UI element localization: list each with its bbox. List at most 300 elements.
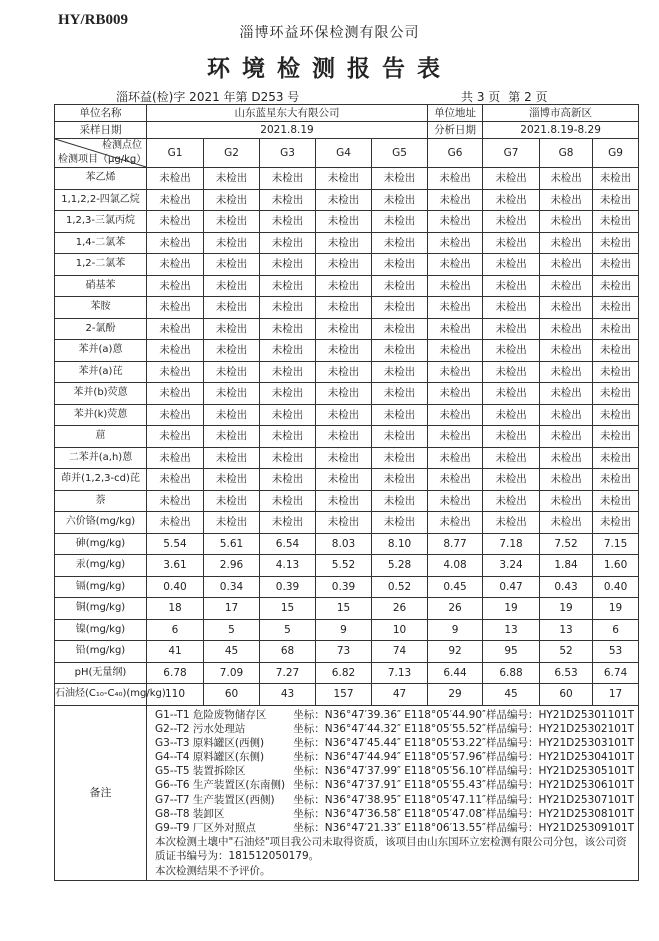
table-cell: 未检出 xyxy=(593,254,639,276)
table-cell: 41 xyxy=(147,641,204,663)
table-cell: 未检出 xyxy=(147,512,204,534)
item-name: 二苯并(a,h)蒽 xyxy=(55,447,147,469)
table-row xyxy=(55,469,639,491)
table-cell: 6.82 xyxy=(316,662,372,684)
point-name: G3--T3 原料罐区(西侧) xyxy=(155,736,265,749)
column-header: G5 xyxy=(372,139,428,168)
sampling-point xyxy=(155,778,634,792)
table-cell: 6.53 xyxy=(540,662,593,684)
item-name: 镉(mg/kg) xyxy=(55,576,147,598)
table-cell: 未检出 xyxy=(204,275,260,297)
table-cell: 5 xyxy=(204,619,260,641)
table-cell: 未检出 xyxy=(372,297,428,319)
table-cell: 未检出 xyxy=(372,426,428,448)
table-cell: 未检出 xyxy=(540,469,593,491)
table-cell: 6 xyxy=(147,619,204,641)
table-cell: 43 xyxy=(260,684,316,706)
table-cell: 未检出 xyxy=(372,469,428,491)
point-coordinate: 坐标：N36°47′45.44″ E118°05′53.22″ xyxy=(293,736,486,749)
table-cell: 7.13 xyxy=(372,662,428,684)
table-cell: 未检出 xyxy=(204,254,260,276)
table-cell: 未检出 xyxy=(260,361,316,383)
table-row xyxy=(55,211,639,233)
column-header: G8 xyxy=(540,139,593,168)
table-cell: 未检出 xyxy=(260,340,316,362)
point-sample-number: 样品编号：HY21D25305101T xyxy=(485,765,635,778)
column-header-row xyxy=(55,139,639,168)
table-cell: 未检出 xyxy=(204,297,260,319)
table-cell: 未检出 xyxy=(316,361,372,383)
table-cell: 157 xyxy=(316,684,372,706)
table-cell: 未检出 xyxy=(260,275,316,297)
table-cell: 未检出 xyxy=(483,469,540,491)
item-name: 茚并(1,2,3-cd)芘 xyxy=(55,469,147,491)
info-row-unit xyxy=(55,105,639,122)
table-cell: 未检出 xyxy=(483,318,540,340)
table-cell: 未检出 xyxy=(372,211,428,233)
table-cell: 未检出 xyxy=(540,447,593,469)
table-cell: 未检出 xyxy=(260,318,316,340)
point-name: G5--T5 装置拆除区 xyxy=(155,765,246,778)
table-cell: 未检出 xyxy=(372,490,428,512)
table-cell: 8.10 xyxy=(372,533,428,555)
point-coordinate: 坐标：N36°47′39.36″ E118°05′44.90″ xyxy=(293,708,486,721)
table-cell: 未检出 xyxy=(372,275,428,297)
sampling-point xyxy=(155,793,634,807)
item-name: 苯并(a)芘 xyxy=(55,361,147,383)
table-cell: 未检出 xyxy=(372,340,428,362)
table-cell: 未检出 xyxy=(204,404,260,426)
table-cell: 未检出 xyxy=(204,383,260,405)
table-cell: 60 xyxy=(540,684,593,706)
table-row xyxy=(55,426,639,448)
table-cell: 19 xyxy=(483,598,540,620)
table-cell: 45 xyxy=(204,641,260,663)
table-cell: 6.88 xyxy=(483,662,540,684)
table-cell: 未检出 xyxy=(428,254,483,276)
item-name: 硝基苯 xyxy=(55,275,147,297)
table-cell: 未检出 xyxy=(428,232,483,254)
table-cell: 60 xyxy=(204,684,260,706)
corner-bottom-label: 检测项目（μg/kg） xyxy=(58,154,147,165)
table-cell: 未检出 xyxy=(428,297,483,319)
column-header: G1 xyxy=(147,139,204,168)
table-cell: 未检出 xyxy=(260,211,316,233)
table-cell: 未检出 xyxy=(147,211,204,233)
total-pages: 共 3 页 xyxy=(461,90,501,104)
sample-date: 2021.8.19 xyxy=(147,122,428,139)
point-name: G2--T2 污水处理站 xyxy=(155,722,246,735)
table-cell: 未检出 xyxy=(483,490,540,512)
item-name: 1,2,3-三氯丙烷 xyxy=(55,211,147,233)
table-cell: 未检出 xyxy=(316,404,372,426)
table-cell: 未检出 xyxy=(316,189,372,211)
table-cell: 未检出 xyxy=(428,211,483,233)
table-cell: 未检出 xyxy=(593,318,639,340)
table-cell: 未检出 xyxy=(593,189,639,211)
table-cell: 未检出 xyxy=(372,189,428,211)
table-cell: 1.84 xyxy=(540,555,593,577)
table-row xyxy=(55,576,639,598)
table-cell: 7.52 xyxy=(540,533,593,555)
table-cell: 5 xyxy=(260,619,316,641)
notes-row xyxy=(55,705,639,880)
table-cell: 未检出 xyxy=(593,361,639,383)
table-row xyxy=(55,361,639,383)
table-cell: 未检出 xyxy=(316,490,372,512)
table-cell: 3.24 xyxy=(483,555,540,577)
table-cell: 未检出 xyxy=(372,361,428,383)
item-name: 1,1,2,2-四氯乙烷 xyxy=(55,189,147,211)
table-cell: 13 xyxy=(483,619,540,641)
table-cell: 未检出 xyxy=(147,426,204,448)
item-name: 铜(mg/kg) xyxy=(55,598,147,620)
item-name: 苯并(b)荧蒽 xyxy=(55,383,147,405)
table-cell: 未检出 xyxy=(147,404,204,426)
point-coordinate: 坐标：N36°47′37.99″ E118°05′56.10″ xyxy=(293,765,486,778)
table-cell: 未检出 xyxy=(372,254,428,276)
sampling-point xyxy=(155,821,634,835)
table-cell: 未检出 xyxy=(593,340,639,362)
table-cell: 68 xyxy=(260,641,316,663)
item-name: 苯胺 xyxy=(55,297,147,319)
sampling-point xyxy=(155,807,634,821)
table-cell: 5.28 xyxy=(372,555,428,577)
item-name: 六价铬(mg/kg) xyxy=(55,512,147,534)
table-cell: 110 xyxy=(147,684,204,706)
table-cell: 未检出 xyxy=(483,275,540,297)
table-cell: 8.77 xyxy=(428,533,483,555)
table-cell: 未检出 xyxy=(372,232,428,254)
table-cell: 未检出 xyxy=(428,189,483,211)
table-cell: 6.44 xyxy=(428,662,483,684)
table-cell: 未检出 xyxy=(260,168,316,190)
table-cell: 未检出 xyxy=(204,490,260,512)
table-cell: 47 xyxy=(372,684,428,706)
table-cell: 73 xyxy=(316,641,372,663)
table-cell: 未检出 xyxy=(147,189,204,211)
table-cell: 未检出 xyxy=(428,361,483,383)
table-cell: 未检出 xyxy=(316,275,372,297)
table-cell: 7.27 xyxy=(260,662,316,684)
table-row xyxy=(55,254,639,276)
point-coordinate: 坐标：N36°47′38.95″ E118°05′47.11″ xyxy=(293,793,486,806)
table-row xyxy=(55,340,639,362)
table-cell: 19 xyxy=(593,598,639,620)
table-cell: 未检出 xyxy=(428,426,483,448)
item-name: 萘 xyxy=(55,490,147,512)
table-cell: 未检出 xyxy=(147,469,204,491)
point-sample-number: 样品编号：HY21D25301101T xyxy=(485,708,635,721)
table-cell: 0.43 xyxy=(540,576,593,598)
table-cell: 9 xyxy=(428,619,483,641)
table-cell: 未检出 xyxy=(483,189,540,211)
table-cell: 未检出 xyxy=(204,447,260,469)
sampling-point xyxy=(155,722,634,736)
table-cell: 未检出 xyxy=(483,361,540,383)
table-cell: 未检出 xyxy=(593,490,639,512)
item-name: pH(无量纲) xyxy=(55,662,147,684)
item-name: 1,4-二氯苯 xyxy=(55,232,147,254)
table-row xyxy=(55,318,639,340)
table-cell: 未检出 xyxy=(147,383,204,405)
table-cell: 未检出 xyxy=(372,383,428,405)
sampling-point xyxy=(155,736,634,750)
table-cell: 未检出 xyxy=(260,232,316,254)
table-cell: 2.96 xyxy=(204,555,260,577)
table-cell: 13 xyxy=(540,619,593,641)
point-name: G4--T4 原料罐区(东侧) xyxy=(155,751,265,764)
table-cell: 未检出 xyxy=(372,168,428,190)
table-cell: 未检出 xyxy=(540,275,593,297)
table-cell: 未检出 xyxy=(593,383,639,405)
point-coordinate: 坐标：N36°47′37.91″ E118°05′55.43″ xyxy=(293,779,486,792)
table-cell: 0.52 xyxy=(372,576,428,598)
table-cell: 未检出 xyxy=(260,512,316,534)
table-cell: 未检出 xyxy=(204,361,260,383)
table-cell: 未检出 xyxy=(593,469,639,491)
table-cell: 未检出 xyxy=(260,383,316,405)
table-cell: 未检出 xyxy=(428,340,483,362)
item-name: 镍(mg/kg) xyxy=(55,619,147,641)
column-header: G6 xyxy=(428,139,483,168)
table-cell: 未检出 xyxy=(593,297,639,319)
table-cell: 未检出 xyxy=(540,297,593,319)
table-cell: 未检出 xyxy=(593,404,639,426)
point-name: G9--T9 厂区外对照点 xyxy=(155,822,256,834)
table-cell: 15 xyxy=(316,598,372,620)
table-cell: 52 xyxy=(540,641,593,663)
table-row xyxy=(55,555,639,577)
point-coordinate: 坐标：N36°47′44.32″ E118°05′55.52″ xyxy=(293,722,486,735)
unit-name-label: 单位名称 xyxy=(55,105,147,122)
table-row xyxy=(55,189,639,211)
table-cell: 未检出 xyxy=(540,383,593,405)
column-header: G2 xyxy=(204,139,260,168)
table-cell: 未检出 xyxy=(372,447,428,469)
table-cell: 53 xyxy=(593,641,639,663)
table-cell: 未检出 xyxy=(540,168,593,190)
table-cell: 95 xyxy=(483,641,540,663)
table-cell: 未检出 xyxy=(428,447,483,469)
table-cell: 未检出 xyxy=(260,189,316,211)
table-cell: 未检出 xyxy=(260,447,316,469)
table-cell: 0.34 xyxy=(204,576,260,598)
table-cell: 未检出 xyxy=(540,189,593,211)
table-cell: 未检出 xyxy=(260,404,316,426)
table-cell: 未检出 xyxy=(204,426,260,448)
point-sample-number: 样品编号：HY21D25304101T xyxy=(485,751,635,764)
notes-remark1: 本次检测土壤中"石油烃"项目我公司未取得资质，该项目由山东国环立宏检测有限公司分包，该公司资质证书编号为：181512050179。 xyxy=(155,836,627,863)
sampling-point xyxy=(155,750,634,764)
table-cell: 未检出 xyxy=(372,404,428,426)
table-row xyxy=(55,533,639,555)
table-cell: 0.40 xyxy=(593,576,639,598)
table-cell: 未检出 xyxy=(593,211,639,233)
point-sample-number: 样品编号：HY21D25306101T xyxy=(485,779,635,792)
corner-cell xyxy=(55,139,147,168)
table-cell: 5.61 xyxy=(204,533,260,555)
point-name: G1--T1 危险废物储存区 xyxy=(155,708,267,721)
table-cell: 未检出 xyxy=(372,512,428,534)
table-cell: 未检出 xyxy=(147,232,204,254)
table-cell: 未检出 xyxy=(593,168,639,190)
table-row xyxy=(55,275,639,297)
table-cell: 未检出 xyxy=(316,297,372,319)
table-cell: 未检出 xyxy=(147,254,204,276)
table-cell: 未检出 xyxy=(204,189,260,211)
table-cell: 0.47 xyxy=(483,576,540,598)
table-cell: 未检出 xyxy=(540,361,593,383)
item-name: 铅(mg/kg) xyxy=(55,641,147,663)
table-cell: 未检出 xyxy=(147,447,204,469)
notes-content xyxy=(147,705,639,880)
corner-top-label: 检测点位 xyxy=(102,140,142,151)
table-cell: 19 xyxy=(540,598,593,620)
table-cell: 未检出 xyxy=(204,469,260,491)
table-cell: 0.40 xyxy=(147,576,204,598)
table-cell: 未检出 xyxy=(540,512,593,534)
table-row xyxy=(55,684,639,706)
company-name: 淄博环益环保检测有限公司 xyxy=(239,25,420,41)
table-cell: 29 xyxy=(428,684,483,706)
table-cell: 未检出 xyxy=(483,404,540,426)
table-cell: 未检出 xyxy=(483,383,540,405)
sampling-point xyxy=(155,708,634,722)
unit-address: 淄博市高新区 xyxy=(483,105,639,122)
column-header: G4 xyxy=(316,139,372,168)
table-cell: 未检出 xyxy=(204,512,260,534)
table-cell: 未检出 xyxy=(540,318,593,340)
table-cell: 未检出 xyxy=(204,318,260,340)
table-cell: 15 xyxy=(260,598,316,620)
table-cell: 未检出 xyxy=(428,404,483,426)
table-cell: 6.78 xyxy=(147,662,204,684)
point-sample-number: 样品编号：HY21D25303101T xyxy=(485,736,635,749)
table-cell: 未检出 xyxy=(428,469,483,491)
table-row xyxy=(55,383,639,405)
table-cell: 未检出 xyxy=(540,254,593,276)
item-name: 䓛 xyxy=(55,426,147,448)
table-cell: 未检出 xyxy=(540,211,593,233)
table-cell: 5.52 xyxy=(316,555,372,577)
point-name: G8--T8 装卸区 xyxy=(155,807,225,820)
unit-name: 山东蓝星东大有限公司 xyxy=(147,105,428,122)
table-cell: 未检出 xyxy=(483,512,540,534)
table-cell: 未检出 xyxy=(316,232,372,254)
table-cell: 6 xyxy=(593,619,639,641)
table-cell: 未检出 xyxy=(483,211,540,233)
table-row xyxy=(55,619,639,641)
table-cell: 未检出 xyxy=(147,275,204,297)
table-cell: 未检出 xyxy=(428,383,483,405)
table-cell: 未检出 xyxy=(428,168,483,190)
item-name: 1,2-二氯苯 xyxy=(55,254,147,276)
unit-address-label: 单位地址 xyxy=(428,105,483,122)
table-cell: 未检出 xyxy=(316,168,372,190)
point-name: G6--T6 生产装置区(东南侧) xyxy=(155,779,286,792)
item-name: 苯并(a)蒽 xyxy=(55,340,147,362)
table-cell: 未检出 xyxy=(483,232,540,254)
table-cell: 未检出 xyxy=(593,447,639,469)
table-cell: 未检出 xyxy=(540,490,593,512)
table-cell: 45 xyxy=(483,684,540,706)
table-cell: 0.45 xyxy=(428,576,483,598)
table-cell: 9 xyxy=(316,619,372,641)
table-cell: 0.39 xyxy=(316,576,372,598)
table-cell: 未检出 xyxy=(428,275,483,297)
table-cell: 18 xyxy=(147,598,204,620)
table-cell: 8.03 xyxy=(316,533,372,555)
table-cell: 4.13 xyxy=(260,555,316,577)
table-cell: 未检出 xyxy=(316,469,372,491)
table-cell: 未检出 xyxy=(593,275,639,297)
table-cell: 未检出 xyxy=(483,168,540,190)
table-cell: 未检出 xyxy=(316,383,372,405)
table-cell: 7.15 xyxy=(593,533,639,555)
table-row xyxy=(55,447,639,469)
table-cell: 74 xyxy=(372,641,428,663)
table-cell: 未检出 xyxy=(260,297,316,319)
table-cell: 10 xyxy=(372,619,428,641)
table-cell: 6.74 xyxy=(593,662,639,684)
table-cell: 未检出 xyxy=(593,512,639,534)
table-cell: 17 xyxy=(204,598,260,620)
table-cell: 未检出 xyxy=(147,361,204,383)
table-row xyxy=(55,232,639,254)
table-row xyxy=(55,404,639,426)
document-number: 淄环益(检)字 2021 年第 D253 号 xyxy=(116,90,300,104)
table-cell: 未检出 xyxy=(316,426,372,448)
table-cell: 未检出 xyxy=(593,426,639,448)
point-coordinate: 坐标：N36°47′21.33″ E118°06′13.55″ xyxy=(293,822,486,834)
table-cell: 未检出 xyxy=(372,318,428,340)
table-cell: 6.54 xyxy=(260,533,316,555)
table-cell: 未检出 xyxy=(483,254,540,276)
point-sample-number: 样品编号：HY21D25302101T xyxy=(485,722,635,735)
point-sample-number: 样品编号：HY21D25307101T xyxy=(485,793,635,806)
page-number: 第 2 页 xyxy=(508,90,548,104)
table-row xyxy=(55,490,639,512)
table-cell: 3.61 xyxy=(147,555,204,577)
table-cell: 未检出 xyxy=(260,254,316,276)
table-cell: 未检出 xyxy=(204,211,260,233)
table-cell: 未检出 xyxy=(204,232,260,254)
table-cell: 7.18 xyxy=(483,533,540,555)
table-cell: 未检出 xyxy=(316,340,372,362)
notes-remark2: 本次检测结果不予评价。 xyxy=(155,864,271,877)
point-coordinate: 坐标：N36°47′44.94″ E118°05′57.96″ xyxy=(293,751,486,764)
column-header: G9 xyxy=(593,139,639,168)
report-table xyxy=(54,104,639,881)
table-cell: 未检出 xyxy=(316,211,372,233)
column-header: G7 xyxy=(483,139,540,168)
table-cell: 未检出 xyxy=(483,447,540,469)
table-row xyxy=(55,641,639,663)
table-cell: 未检出 xyxy=(147,168,204,190)
table-cell: 未检出 xyxy=(204,168,260,190)
table-cell: 未检出 xyxy=(540,232,593,254)
table-cell: 未检出 xyxy=(593,232,639,254)
column-header: G3 xyxy=(260,139,316,168)
table-cell: 未检出 xyxy=(147,297,204,319)
table-cell: 26 xyxy=(428,598,483,620)
table-cell: 7.09 xyxy=(204,662,260,684)
table-cell: 未检出 xyxy=(260,490,316,512)
table-cell: 未检出 xyxy=(428,512,483,534)
table-cell: 0.39 xyxy=(260,576,316,598)
point-sample-number: 样品编号：HY21D25309101T xyxy=(485,822,635,834)
